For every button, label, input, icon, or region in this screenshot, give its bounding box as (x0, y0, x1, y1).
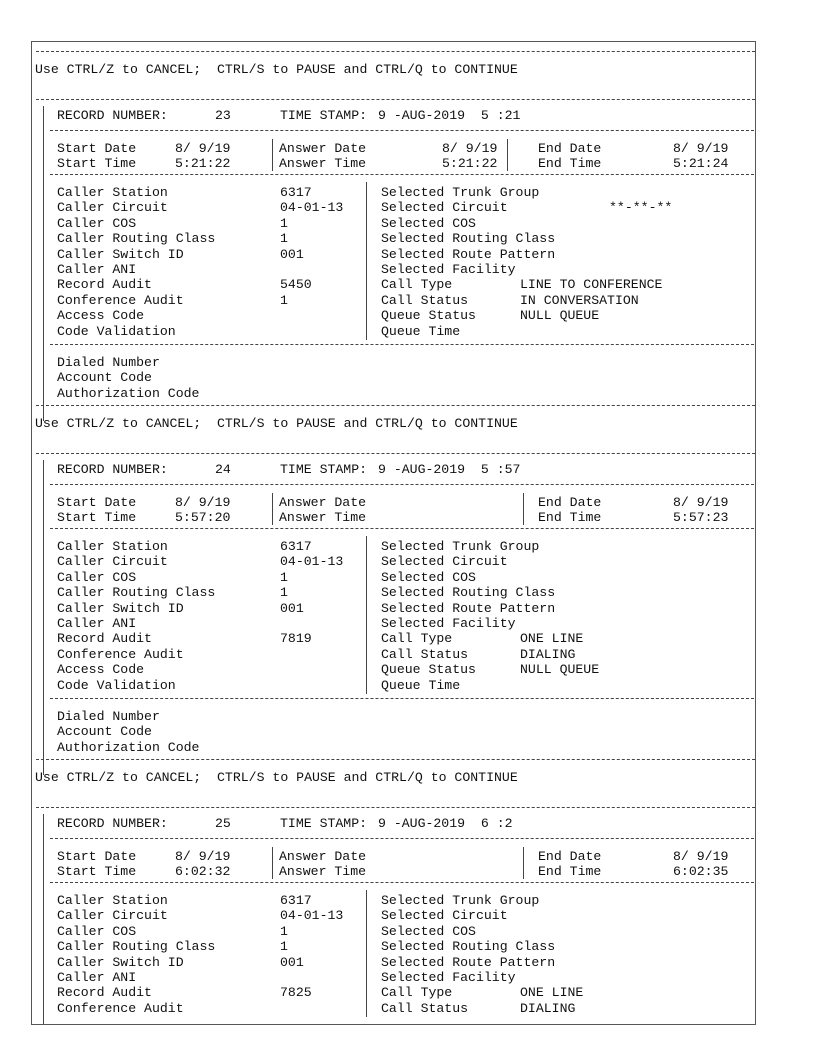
selected-trunk-group-label: Selected Trunk Group (381, 185, 540, 200)
end-date-label: End Date (538, 495, 602, 510)
record-number-label: RECORD NUMBER: (57, 462, 168, 477)
caller-switch-id-value: 001 (280, 246, 304, 262)
call-status-value: DIALING (520, 1000, 576, 1016)
call-type-label: Call Type (381, 985, 453, 1001)
end-date-label: End Date (538, 849, 602, 864)
time-stamp-label: TIME STAMP: (280, 108, 368, 123)
selected-trunk-group-label: Selected Trunk Group (381, 893, 540, 908)
caller-circuit-value: 04-01-13 (280, 554, 344, 570)
caller-ani-label: Caller ANI (57, 970, 137, 985)
queue-status-value: NULL QUEUE (520, 308, 600, 324)
caller-circuit-value: 04-01-13 (280, 908, 344, 924)
column-separator (755, 814, 756, 1025)
record-number-value: 23 (215, 108, 231, 123)
selected-route-pattern-label: Selected Route Pattern (381, 246, 556, 262)
account-code-label: Account Code (57, 724, 152, 740)
start-time-value: 5:21:22 (175, 156, 231, 172)
caller-circuit-label: Caller Circuit (57, 200, 168, 216)
caller-cos-label: Caller COS (57, 569, 137, 585)
caller-circuit-label: Caller Circuit (57, 908, 168, 924)
column-separator (272, 493, 273, 525)
terminal-output (31, 41, 756, 1025)
column-separator (366, 890, 367, 1017)
selected-routing-class-label: Selected Routing Class (381, 585, 556, 601)
call-status-label: Call Status (381, 292, 469, 308)
access-code-label: Access Code (57, 308, 145, 324)
caller-routing-class-value: 1 (280, 231, 288, 247)
code-validation-label: Code Validation (57, 677, 176, 693)
selected-circuit-label: Selected Circuit (381, 908, 508, 924)
answer-date-label: Answer Date (279, 849, 367, 864)
divider-line (36, 51, 755, 52)
end-date-value: 8/ 9/19 (673, 495, 729, 510)
column-separator (755, 460, 756, 775)
caller-ani-label: Caller ANI (57, 262, 137, 277)
end-date-label: End Date (538, 141, 602, 156)
divider-line (50, 344, 754, 345)
dialed-number-label: Dialed Number (57, 709, 160, 724)
account-code-label: Account Code (57, 370, 152, 386)
call-status-value: IN CONVERSATION (520, 292, 639, 308)
caller-station-value: 6317 (280, 893, 312, 908)
record-audit-value: 5450 (280, 277, 312, 293)
authorization-code-label: Authorization Code (57, 739, 200, 755)
start-date-label: Start Date (57, 849, 137, 864)
caller-circuit-value: 04-01-13 (280, 200, 344, 216)
divider-line (50, 882, 754, 883)
end-time-label: End Time (538, 864, 602, 880)
selected-routing-class-label: Selected Routing Class (381, 231, 556, 247)
divider-line (36, 807, 755, 808)
call-status-label: Call Status (381, 1000, 469, 1016)
divider-line (50, 528, 754, 529)
time-stamp-value: 9 -AUG-2019 6 :2 (378, 816, 513, 831)
divider-line (36, 405, 755, 406)
caller-station-label: Caller Station (57, 185, 168, 200)
ctrl-notice: Use CTRL/Z to CANCEL; CTRL/S to PAUSE and CTRL/Q to CONTINUE (35, 416, 518, 431)
caller-switch-id-value: 001 (280, 954, 304, 970)
column-separator (523, 847, 524, 879)
divider-line (36, 99, 755, 100)
caller-station-label: Caller Station (57, 893, 168, 908)
call-type-value: LINE TO CONFERENCE (520, 277, 663, 293)
start-time-label: Start Time (57, 864, 137, 880)
answer-time-value: 5:21:22 (442, 156, 498, 172)
column-separator (43, 106, 44, 421)
start-time-label: Start Time (57, 156, 137, 172)
record-audit-label: Record Audit (57, 277, 152, 293)
caller-circuit-label: Caller Circuit (57, 554, 168, 570)
column-separator (755, 106, 756, 421)
caller-cos-value: 1 (280, 923, 288, 939)
answer-time-label: Answer Time (279, 864, 367, 880)
end-time-label: End Time (538, 156, 602, 172)
access-code-label: Access Code (57, 662, 145, 678)
caller-routing-class-label: Caller Routing Class (57, 231, 216, 247)
end-time-value: 5:21:24 (673, 156, 729, 172)
selected-facility-label: Selected Facility (381, 262, 516, 277)
record-audit-value: 7819 (280, 631, 312, 647)
end-date-value: 8/ 9/19 (673, 141, 729, 156)
queue-status-value: NULL QUEUE (520, 662, 600, 678)
caller-routing-class-value: 1 (280, 585, 288, 601)
record-audit-value: 7825 (280, 985, 312, 1001)
start-date-label: Start Date (57, 141, 137, 156)
selected-route-pattern-label: Selected Route Pattern (381, 954, 556, 970)
time-stamp-value: 9 -AUG-2019 5 :57 (378, 462, 521, 477)
queue-status-label: Queue Status (381, 662, 476, 678)
answer-date-label: Answer Date (279, 495, 367, 510)
time-stamp-value: 9 -AUG-2019 5 :21 (378, 108, 521, 123)
selected-facility-label: Selected Facility (381, 616, 516, 631)
column-separator (272, 139, 273, 171)
caller-routing-class-label: Caller Routing Class (57, 939, 216, 955)
ctrl-notice: Use CTRL/Z to CANCEL; CTRL/S to PAUSE and CTRL/Q to CONTINUE (35, 62, 518, 77)
record-audit-label: Record Audit (57, 985, 152, 1001)
column-separator (507, 139, 508, 171)
call-status-label: Call Status (381, 646, 469, 662)
divider-line (50, 174, 754, 175)
code-validation-label: Code Validation (57, 323, 176, 339)
caller-cos-label: Caller COS (57, 215, 137, 231)
divider-line (50, 484, 754, 485)
start-time-label: Start Time (57, 510, 137, 526)
start-date-label: Start Date (57, 495, 137, 510)
end-time-label: End Time (538, 510, 602, 526)
record-number-value: 24 (215, 462, 231, 477)
call-type-label: Call Type (381, 631, 453, 647)
answer-date-value: 8/ 9/19 (442, 141, 498, 156)
selected-cos-label: Selected COS (381, 569, 476, 585)
call-type-value: ONE LINE (520, 985, 584, 1001)
queue-status-label: Queue Status (381, 308, 476, 324)
authorization-code-label: Authorization Code (57, 385, 200, 401)
answer-time-label: Answer Time (279, 156, 367, 172)
time-stamp-label: TIME STAMP: (280, 816, 368, 831)
end-time-value: 6:02:35 (673, 864, 729, 880)
caller-station-value: 6317 (280, 185, 312, 200)
dialed-number-label: Dialed Number (57, 355, 160, 370)
call-type-label: Call Type (381, 277, 453, 293)
call-status-value: DIALING (520, 646, 576, 662)
divider-line (36, 759, 755, 760)
start-date-value: 8/ 9/19 (175, 141, 231, 156)
conference-audit-label: Conference Audit (57, 646, 184, 662)
column-separator (366, 182, 367, 340)
caller-ani-label: Caller ANI (57, 616, 137, 631)
caller-cos-value: 1 (280, 215, 288, 231)
caller-switch-id-label: Caller Switch ID (57, 600, 184, 616)
caller-station-value: 6317 (280, 539, 312, 554)
record-number-value: 25 (215, 816, 231, 831)
record-audit-label: Record Audit (57, 631, 152, 647)
end-date-value: 8/ 9/19 (673, 849, 729, 864)
selected-facility-label: Selected Facility (381, 970, 516, 985)
answer-date-label: Answer Date (279, 141, 367, 156)
caller-routing-class-value: 1 (280, 939, 288, 955)
column-separator (43, 460, 44, 775)
divider-line (36, 453, 755, 454)
queue-time-label: Queue Time (381, 677, 461, 693)
end-time-value: 5:57:23 (673, 510, 729, 526)
divider-line (50, 698, 754, 699)
selected-routing-class-label: Selected Routing Class (381, 939, 556, 955)
answer-time-label: Answer Time (279, 510, 367, 526)
caller-cos-label: Caller COS (57, 923, 137, 939)
record-number-label: RECORD NUMBER: (57, 108, 168, 123)
column-separator (272, 847, 273, 879)
caller-switch-id-label: Caller Switch ID (57, 246, 184, 262)
selected-circuit-value: **-**-** (609, 200, 673, 216)
selected-circuit-label: Selected Circuit (381, 554, 508, 570)
conference-audit-label: Conference Audit (57, 1000, 184, 1016)
column-separator (366, 536, 367, 694)
column-separator (523, 493, 524, 525)
time-stamp-label: TIME STAMP: (280, 462, 368, 477)
selected-trunk-group-label: Selected Trunk Group (381, 539, 540, 554)
conference-audit-value: 1 (280, 292, 288, 308)
caller-switch-id-label: Caller Switch ID (57, 954, 184, 970)
ctrl-notice: Use CTRL/Z to CANCEL; CTRL/S to PAUSE and CTRL/Q to CONTINUE (35, 770, 518, 785)
divider-line (50, 130, 754, 131)
start-time-value: 6:02:32 (175, 864, 231, 880)
column-separator (43, 814, 44, 1025)
conference-audit-label: Conference Audit (57, 292, 184, 308)
queue-time-label: Queue Time (381, 323, 461, 339)
selected-route-pattern-label: Selected Route Pattern (381, 600, 556, 616)
call-type-value: ONE LINE (520, 631, 584, 647)
start-time-value: 5:57:20 (175, 510, 231, 526)
caller-switch-id-value: 001 (280, 600, 304, 616)
selected-cos-label: Selected COS (381, 215, 476, 231)
divider-line (50, 838, 754, 839)
caller-station-label: Caller Station (57, 539, 168, 554)
start-date-value: 8/ 9/19 (175, 849, 231, 864)
record-number-label: RECORD NUMBER: (57, 816, 168, 831)
selected-circuit-label: Selected Circuit (381, 200, 508, 216)
caller-cos-value: 1 (280, 569, 288, 585)
selected-cos-label: Selected COS (381, 923, 476, 939)
caller-routing-class-label: Caller Routing Class (57, 585, 216, 601)
start-date-value: 8/ 9/19 (175, 495, 231, 510)
